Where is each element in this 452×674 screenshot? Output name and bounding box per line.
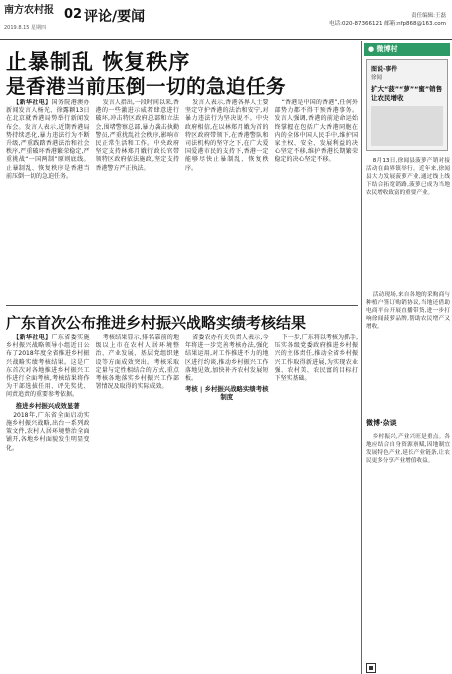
newspaper-logo: 南方农村报 [4, 5, 54, 16]
dateline: 【新华社电】 [13, 334, 52, 341]
paragraph: “香港是中国的香港”,任何外部势力都不得干预香港事务。发言人强调,香港的前途命运始终掌握在包括广大香港同胞在内的全体中国人民手中,维护国家主权、安全、发展利益的决心坚定不移,维护香港长期繁荣稳定的决心坚定不移。 [274, 99, 358, 164]
paragraph: 发言人表示,香港各界人士要坚定守护香港的法治和安宁,对暴力违法行为坚决说不。中央政府相信,在以林郑月娥为首的特区政府带领下,在香港警队和司法机构的坚守之下,在广大爱国爱港市民的支持下,香港一定能够尽快止暴制乱、恢复秩序。 [185, 99, 269, 172]
masthead [0, 0, 452, 40]
second-story-body [6, 334, 358, 670]
rail-article [366, 433, 450, 659]
paragraph: 8月13日,徐闻县菠萝产销对接活动在曲界镇举行。近年来,徐闻县大力发展菠萝产业,通过线上线下结合拓宽销路,菠萝已成为当地农民增收致富的重要产业。 [366, 158, 450, 196]
second-story-col [96, 334, 180, 670]
main-story-col [185, 99, 269, 299]
main-headline-line2: 是香港当前压倒一切的急迫任务 [6, 75, 287, 98]
subheading: 考核 | 乡村振兴战略实绩考核制度 [185, 385, 269, 402]
weibo-icon: ● [368, 45, 375, 53]
main-story-col [275, 99, 359, 299]
side-rail [364, 41, 452, 674]
second-headline: 广东首次公布推进乡村振兴战略实绩考核结果 [6, 314, 307, 332]
photo-location: 徐闻 [371, 75, 383, 81]
photo-title: 扩大“菠”“萝”“蜜”销售让农民增收 [371, 85, 443, 102]
paragraph: 广东省委实施乡村振兴战略领导小组近日公布了2018年度全省推进乡村振兴战略实绩考核结果。这是广东首次对各地推进乡村振兴工作进行全面考核,考核结果将作为干部选拔任用、评先奖优、问责追责的重要参考依据。 [6, 334, 90, 399]
paragraph: 考核结果显示,排名靠前的地级以上市在农村人居环境整治、产业发展、基层党组织建设等方面成效突出。考核采取定量与定性相结合的方式,重点考核各地落实乡村振兴工作部署情况及取得的实际成效。 [95, 334, 179, 391]
paragraph: 省委农办有关负责人表示,今年将进一步完善考核办法,强化结果运用,对工作推进不力的地区进行约谈,推动乡村振兴工作落地见效,加快补齐农村发展短板。 [185, 334, 269, 383]
contact-line: 电话:020-87366121 邮箱:nfp868@163.com [329, 21, 446, 27]
section-divider [6, 305, 358, 306]
dateline: 【新华社电】 [13, 99, 52, 106]
photo-feature [366, 59, 448, 151]
second-story-col [275, 334, 359, 670]
main-story-col [96, 99, 180, 299]
editor-line: 责任编辑:王磊 [411, 13, 446, 19]
main-headline-line1: 止暴制乱 恢复秩序 [6, 50, 191, 74]
main-story-body [6, 99, 358, 299]
paragraph: 乡村振兴,产业兴旺是重点。各地应结合自身资源禀赋,因地制宜发展特色产业,延长产业链条,让农民更多分享产业增值收益。 [366, 434, 450, 464]
paragraph: 下一步,广东将以考核为抓手,压实各级党委政府推进乡村振兴的主体责任,推动全省乡村振兴工作取得新进展,为实现农业强、农村美、农民富的目标打下坚实基础。 [274, 334, 358, 383]
paragraph: 2018年,广东省全面启动实施乡村振兴战略,出台一系列政策文件,农村人居环境整治全面铺开,各地乡村面貌发生明显变化。 [6, 411, 90, 452]
qr-code-icon [366, 663, 376, 673]
rail-article [366, 291, 450, 413]
paragraph: 活动现场,来自各地的采购商与种植户签订购销协议,当地还借助电商平台开展直播带货,进一步打响徐闻菠萝品牌,帮助农民增产又增收。 [366, 292, 450, 330]
column-divider [361, 41, 362, 674]
rail-article [366, 157, 450, 285]
page-section: 评论/要闻 [84, 9, 146, 25]
paragraph: 国务院港澳办新闻发言人杨光、徐露颖13日在北京就香港局势举行新闻发布会。发言人表示,近期香港局势持续恶化,暴力违法行为不断升级,严重践踏香港法治和社会秩序,严重破坏香港繁荣稳定,严重挑战“一国两制”原则底线。止暴制乱、恢复秩序是香港当前压倒一切的急迫任务。 [6, 99, 90, 180]
weibo-label: 微博村 [376, 45, 398, 53]
issue-date: 2019.8.15 星期四 [4, 25, 47, 31]
news-photo [371, 106, 443, 146]
rail-section-title: 微博·杂谈 [366, 419, 397, 427]
second-story-col [6, 334, 90, 670]
paragraph: 发言人指出,一段时间以来,香港的一些激进示威者肆意进行破坏,冲击特区政府总部和立法会,围堵警察总部,暴力袭击执勤警员,严重扰乱社会秩序,影响市民正常生活和工作。中央政府坚定支持林郑月娥行政长官带领特区政府依法施政,坚定支持香港警方严正执法。 [95, 99, 179, 172]
page-number: 02 [64, 7, 83, 22]
main-story-col [6, 99, 90, 299]
subheading: 推进乡村振兴成效显著 [15, 401, 80, 410]
weibo-section-header [364, 43, 450, 56]
photo-label: 图说·事件 [371, 66, 398, 73]
main-content [0, 41, 360, 674]
editor-info [329, 12, 446, 28]
second-story-col [185, 334, 269, 670]
